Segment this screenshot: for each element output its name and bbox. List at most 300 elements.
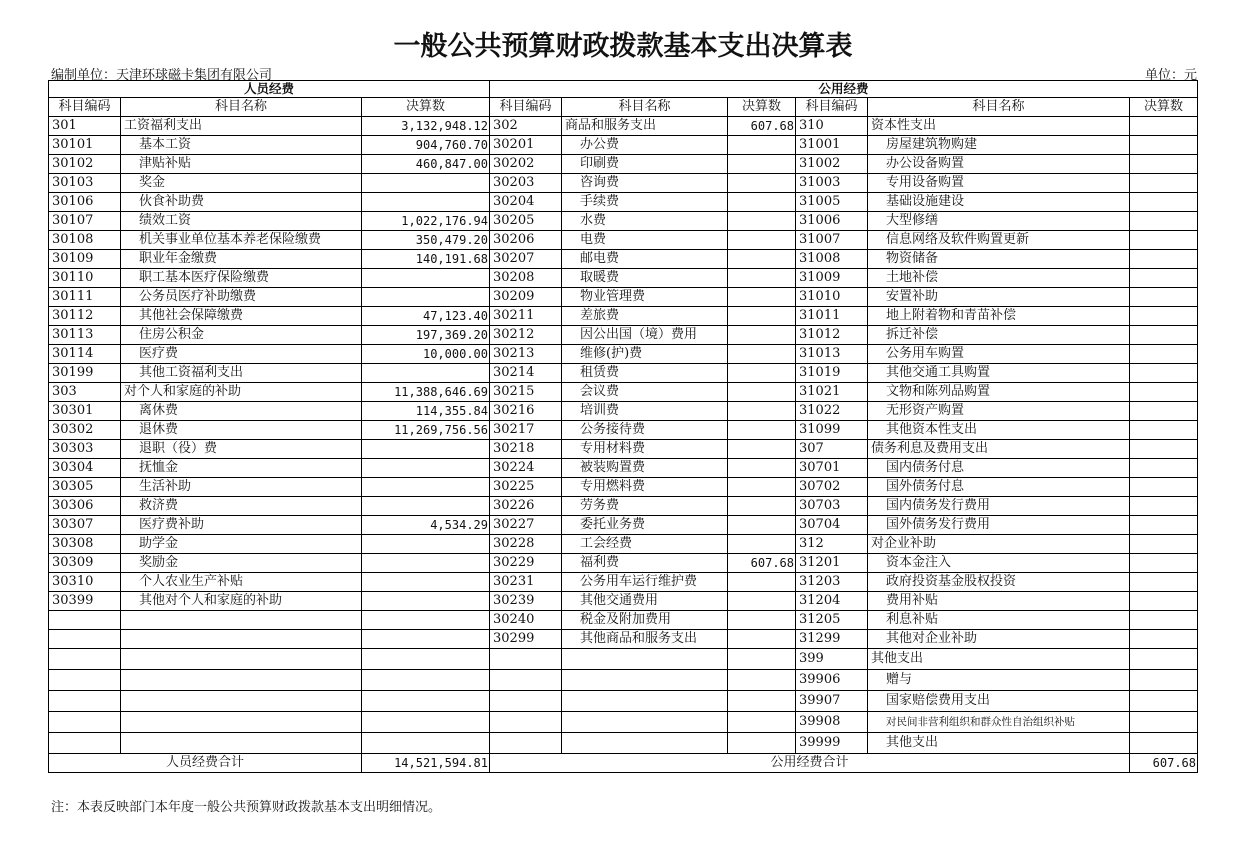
goods-amount	[728, 670, 796, 691]
personnel-amount	[362, 364, 490, 383]
capital-code: 39908	[796, 712, 868, 733]
capital-name: 赠与	[868, 670, 1130, 691]
capital-code: 31003	[796, 174, 868, 193]
table-row	[49, 459, 1198, 478]
goods-name: 取暖费	[562, 269, 728, 288]
goods-code: 30224	[490, 459, 562, 478]
goods-name: 会议费	[562, 383, 728, 402]
personnel-amount	[362, 497, 490, 516]
capital-code: 31002	[796, 155, 868, 174]
goods-code: 30239	[490, 592, 562, 611]
table-row	[49, 364, 1198, 383]
personnel-amount	[362, 269, 490, 288]
goods-name	[562, 733, 728, 754]
goods-amount	[728, 364, 796, 383]
capital-code: 31205	[796, 611, 868, 630]
personnel-name	[121, 712, 362, 733]
capital-amount	[1130, 117, 1198, 136]
personnel-code: 30102	[49, 155, 121, 174]
capital-name: 国内债务发行费用	[868, 497, 1130, 516]
capital-code: 31022	[796, 402, 868, 421]
goods-amount	[728, 307, 796, 326]
personnel-code: 30302	[49, 421, 121, 440]
personnel-amount	[362, 440, 490, 459]
goods-amount	[728, 611, 796, 630]
capital-amount	[1130, 174, 1198, 193]
goods-amount	[728, 459, 796, 478]
table-row	[49, 592, 1198, 611]
personnel-amount: 10,000.00	[362, 345, 490, 364]
personnel-amount	[362, 691, 490, 712]
goods-code: 30240	[490, 611, 562, 630]
goods-code: 30225	[490, 478, 562, 497]
personnel-name	[121, 691, 362, 712]
capital-code: 31012	[796, 326, 868, 345]
table-row	[49, 535, 1198, 554]
personnel-name: 工资福利支出	[121, 117, 362, 136]
capital-amount	[1130, 592, 1198, 611]
capital-name: 债务利息及费用支出	[868, 440, 1130, 459]
capital-name: 资本性支出	[868, 117, 1130, 136]
personnel-name: 助学金	[121, 535, 362, 554]
personnel-code: 30301	[49, 402, 121, 421]
personnel-name	[121, 611, 362, 630]
personnel-name: 奖金	[121, 174, 362, 193]
capital-code: 30704	[796, 516, 868, 535]
table-row	[49, 497, 1198, 516]
table-row	[49, 288, 1198, 307]
personnel-amount: 11,269,756.56	[362, 421, 490, 440]
capital-name: 安置补助	[868, 288, 1130, 307]
goods-name: 公务接待费	[562, 421, 728, 440]
goods-name: 委托业务费	[562, 516, 728, 535]
capital-amount	[1130, 649, 1198, 670]
goods-code	[490, 712, 562, 733]
capital-code: 31201	[796, 554, 868, 573]
table-row	[49, 478, 1198, 497]
header-amount: 决算数	[362, 98, 490, 117]
personnel-amount	[362, 554, 490, 573]
capital-name: 对民间非营利组织和群众性自治组织补贴	[868, 712, 1130, 733]
personnel-code: 301	[49, 117, 121, 136]
personnel-total-value: 14,521,594.81	[362, 754, 490, 773]
personnel-name: 住房公积金	[121, 326, 362, 345]
capital-name: 国家赔偿费用支出	[868, 691, 1130, 712]
table-row	[49, 733, 1198, 754]
goods-amount	[728, 691, 796, 712]
personnel-code: 30304	[49, 459, 121, 478]
personnel-name: 基本工资	[121, 136, 362, 155]
personnel-amount	[362, 712, 490, 733]
goods-name: 培训费	[562, 402, 728, 421]
personnel-amount: 460,847.00	[362, 155, 490, 174]
capital-code: 399	[796, 649, 868, 670]
personnel-code: 30106	[49, 193, 121, 212]
capital-code: 31021	[796, 383, 868, 402]
goods-name	[562, 712, 728, 733]
personnel-code: 303	[49, 383, 121, 402]
capital-name: 国内债务付息	[868, 459, 1130, 478]
personnel-name: 公务员医疗补助缴费	[121, 288, 362, 307]
expenditure-table	[48, 80, 1198, 773]
capital-code: 312	[796, 535, 868, 554]
goods-name: 其他商品和服务支出	[562, 630, 728, 649]
capital-name: 信息网络及软件购置更新	[868, 231, 1130, 250]
goods-amount	[728, 573, 796, 592]
table-row	[49, 573, 1198, 592]
public-total-value: 607.68	[1130, 754, 1198, 773]
capital-code: 31001	[796, 136, 868, 155]
personnel-name: 其他社会保障缴费	[121, 307, 362, 326]
capital-amount	[1130, 364, 1198, 383]
goods-code: 30203	[490, 174, 562, 193]
personnel-amount	[362, 670, 490, 691]
capital-amount	[1130, 535, 1198, 554]
goods-name	[562, 649, 728, 670]
capital-code: 31299	[796, 630, 868, 649]
goods-code: 30212	[490, 326, 562, 345]
capital-name: 文物和陈列品购置	[868, 383, 1130, 402]
capital-amount	[1130, 630, 1198, 649]
personnel-code: 30113	[49, 326, 121, 345]
goods-name: 办公费	[562, 136, 728, 155]
goods-code: 30214	[490, 364, 562, 383]
personnel-name: 伙食补助费	[121, 193, 362, 212]
personnel-name: 其他工资福利支出	[121, 364, 362, 383]
capital-name: 资本金注入	[868, 554, 1130, 573]
capital-name: 房屋建筑物购建	[868, 136, 1130, 155]
header-name: 科目名称	[121, 98, 362, 117]
personnel-code: 30114	[49, 345, 121, 364]
capital-amount	[1130, 516, 1198, 535]
personnel-name: 职业年金缴费	[121, 250, 362, 269]
capital-name: 其他支出	[868, 649, 1130, 670]
personnel-name: 生活补助	[121, 478, 362, 497]
page-title: 一般公共预算财政拨款基本支出决算表	[393, 31, 853, 62]
goods-name: 水费	[562, 212, 728, 231]
capital-amount	[1130, 307, 1198, 326]
section-public: 公用经费	[490, 81, 1198, 98]
personnel-code: 30305	[49, 478, 121, 497]
personnel-code	[49, 733, 121, 754]
goods-code: 30207	[490, 250, 562, 269]
capital-amount	[1130, 250, 1198, 269]
compiler-unit: 编制单位：天津环球磁卡集团有限公司	[51, 68, 273, 83]
personnel-code: 30110	[49, 269, 121, 288]
goods-amount	[728, 212, 796, 231]
table-row	[49, 630, 1198, 649]
goods-amount	[728, 649, 796, 670]
goods-name: 差旅费	[562, 307, 728, 326]
column-header-row	[49, 98, 1198, 117]
personnel-name: 医疗费补助	[121, 516, 362, 535]
table-row	[49, 670, 1198, 691]
capital-code: 31006	[796, 212, 868, 231]
capital-amount	[1130, 733, 1198, 754]
table-row	[49, 212, 1198, 231]
capital-name: 其他资本性支出	[868, 421, 1130, 440]
personnel-name: 抚恤金	[121, 459, 362, 478]
personnel-amount	[362, 535, 490, 554]
goods-name: 其他交通费用	[562, 592, 728, 611]
personnel-amount: 114,355.84	[362, 402, 490, 421]
personnel-total-label: 人员经费合计	[49, 754, 362, 773]
capital-amount	[1130, 136, 1198, 155]
table-row	[49, 421, 1198, 440]
goods-name: 商品和服务支出	[562, 117, 728, 136]
header-code: 科目编码	[490, 98, 562, 117]
personnel-code: 30111	[49, 288, 121, 307]
section-header-row	[49, 81, 1198, 98]
personnel-amount	[362, 733, 490, 754]
goods-name: 被装购置费	[562, 459, 728, 478]
personnel-amount	[362, 193, 490, 212]
goods-code: 30217	[490, 421, 562, 440]
goods-amount: 607.68	[728, 554, 796, 573]
table-row	[49, 402, 1198, 421]
goods-name: 福利费	[562, 554, 728, 573]
table-row	[49, 611, 1198, 630]
personnel-code	[49, 712, 121, 733]
personnel-name: 个人农业生产补贴	[121, 573, 362, 592]
capital-name: 无形资产购置	[868, 402, 1130, 421]
goods-code: 30299	[490, 630, 562, 649]
personnel-code: 30310	[49, 573, 121, 592]
goods-amount	[728, 516, 796, 535]
goods-code	[490, 670, 562, 691]
goods-amount	[728, 478, 796, 497]
goods-name	[562, 691, 728, 712]
personnel-amount	[362, 288, 490, 307]
capital-code: 30702	[796, 478, 868, 497]
goods-code: 30216	[490, 402, 562, 421]
capital-name: 国外债务付息	[868, 478, 1130, 497]
header-code: 科目编码	[796, 98, 868, 117]
goods-amount	[728, 345, 796, 364]
goods-name: 工会经费	[562, 535, 728, 554]
personnel-amount	[362, 478, 490, 497]
table-row	[49, 712, 1198, 733]
personnel-name: 机关事业单位基本养老保险缴费	[121, 231, 362, 250]
personnel-name: 离休费	[121, 402, 362, 421]
table-row	[49, 516, 1198, 535]
goods-name: 物业管理费	[562, 288, 728, 307]
capital-code: 30703	[796, 497, 868, 516]
personnel-amount: 904,760.70	[362, 136, 490, 155]
goods-code	[490, 649, 562, 670]
personnel-amount	[362, 611, 490, 630]
capital-amount	[1130, 383, 1198, 402]
personnel-code: 30199	[49, 364, 121, 383]
capital-name: 政府投资基金股权投资	[868, 573, 1130, 592]
goods-name: 印刷费	[562, 155, 728, 174]
personnel-amount	[362, 573, 490, 592]
goods-code: 30218	[490, 440, 562, 459]
personnel-code: 30107	[49, 212, 121, 231]
table-row	[49, 136, 1198, 155]
capital-code: 31007	[796, 231, 868, 250]
personnel-code	[49, 611, 121, 630]
capital-code: 31099	[796, 421, 868, 440]
goods-name: 因公出国（境）费用	[562, 326, 728, 345]
footnote: 注：本表反映部门本年度一般公共预算财政拨款基本支出明细情况。	[51, 800, 442, 815]
personnel-amount: 1,022,176.94	[362, 212, 490, 231]
capital-code: 31010	[796, 288, 868, 307]
personnel-name: 职工基本医疗保险缴费	[121, 269, 362, 288]
personnel-code: 30399	[49, 592, 121, 611]
goods-code: 30229	[490, 554, 562, 573]
goods-name: 咨询费	[562, 174, 728, 193]
goods-code: 30231	[490, 573, 562, 592]
table-row	[49, 117, 1198, 136]
goods-amount	[728, 383, 796, 402]
personnel-name: 对个人和家庭的补助	[121, 383, 362, 402]
table-row	[49, 383, 1198, 402]
goods-name: 专用燃料费	[562, 478, 728, 497]
goods-code: 30211	[490, 307, 562, 326]
personnel-code: 30309	[49, 554, 121, 573]
capital-name: 办公设备购置	[868, 155, 1130, 174]
personnel-code: 30112	[49, 307, 121, 326]
capital-amount	[1130, 155, 1198, 174]
capital-amount	[1130, 231, 1198, 250]
capital-code: 307	[796, 440, 868, 459]
goods-amount	[728, 497, 796, 516]
header-code: 科目编码	[49, 98, 121, 117]
goods-amount	[728, 630, 796, 649]
table-row	[49, 326, 1198, 345]
capital-name: 地上附着物和青苗补偿	[868, 307, 1130, 326]
capital-amount	[1130, 670, 1198, 691]
capital-amount	[1130, 212, 1198, 231]
goods-amount	[728, 174, 796, 193]
table-row	[49, 155, 1198, 174]
goods-amount	[728, 155, 796, 174]
personnel-amount	[362, 174, 490, 193]
goods-amount	[728, 326, 796, 345]
capital-name: 公务用车购置	[868, 345, 1130, 364]
capital-name: 费用补贴	[868, 592, 1130, 611]
goods-name: 税金及附加费用	[562, 611, 728, 630]
capital-amount	[1130, 402, 1198, 421]
capital-code: 31008	[796, 250, 868, 269]
capital-name: 基础设施建设	[868, 193, 1130, 212]
capital-code: 39906	[796, 670, 868, 691]
goods-code: 30209	[490, 288, 562, 307]
capital-code: 31013	[796, 345, 868, 364]
goods-code: 30206	[490, 231, 562, 250]
goods-code: 30213	[490, 345, 562, 364]
goods-amount	[728, 250, 796, 269]
personnel-code: 30306	[49, 497, 121, 516]
capital-code: 31009	[796, 269, 868, 288]
capital-code: 31204	[796, 592, 868, 611]
goods-code: 30228	[490, 535, 562, 554]
header-name: 科目名称	[562, 98, 728, 117]
goods-code: 30204	[490, 193, 562, 212]
goods-amount	[728, 733, 796, 754]
goods-code: 30208	[490, 269, 562, 288]
capital-name: 其他交通工具购置	[868, 364, 1130, 383]
personnel-code: 30109	[49, 250, 121, 269]
personnel-amount	[362, 630, 490, 649]
personnel-name: 救济费	[121, 497, 362, 516]
capital-name: 其他对企业补助	[868, 630, 1130, 649]
goods-code: 30201	[490, 136, 562, 155]
capital-code: 39907	[796, 691, 868, 712]
capital-code: 31203	[796, 573, 868, 592]
capital-code: 30701	[796, 459, 868, 478]
table-row	[49, 231, 1198, 250]
goods-name: 电费	[562, 231, 728, 250]
capital-code: 31005	[796, 193, 868, 212]
capital-code: 39999	[796, 733, 868, 754]
header-name: 科目名称	[868, 98, 1130, 117]
goods-amount	[728, 421, 796, 440]
capital-name: 利息补贴	[868, 611, 1130, 630]
table-row	[49, 250, 1198, 269]
personnel-code	[49, 670, 121, 691]
capital-name: 物资储备	[868, 250, 1130, 269]
goods-name: 劳务费	[562, 497, 728, 516]
goods-code: 30227	[490, 516, 562, 535]
capital-amount	[1130, 193, 1198, 212]
goods-amount	[728, 592, 796, 611]
capital-name: 对企业补助	[868, 535, 1130, 554]
capital-amount	[1130, 573, 1198, 592]
personnel-code: 30308	[49, 535, 121, 554]
capital-code: 31011	[796, 307, 868, 326]
personnel-amount	[362, 459, 490, 478]
goods-amount	[728, 269, 796, 288]
table-row	[49, 307, 1198, 326]
capital-amount	[1130, 421, 1198, 440]
personnel-name	[121, 733, 362, 754]
personnel-name	[121, 649, 362, 670]
goods-code: 30226	[490, 497, 562, 516]
capital-amount	[1130, 326, 1198, 345]
section-personnel: 人员经费	[49, 81, 490, 98]
goods-amount	[728, 288, 796, 307]
personnel-amount: 197,369.20	[362, 326, 490, 345]
goods-amount	[728, 402, 796, 421]
personnel-code	[49, 649, 121, 670]
personnel-amount: 4,534.29	[362, 516, 490, 535]
personnel-code: 30303	[49, 440, 121, 459]
personnel-code	[49, 691, 121, 712]
goods-code	[490, 691, 562, 712]
capital-amount	[1130, 554, 1198, 573]
goods-amount	[728, 193, 796, 212]
currency-unit: 单位：元	[1144, 68, 1197, 83]
capital-amount	[1130, 497, 1198, 516]
goods-code: 30215	[490, 383, 562, 402]
goods-name: 手续费	[562, 193, 728, 212]
capital-amount	[1130, 712, 1198, 733]
capital-amount	[1130, 691, 1198, 712]
goods-name: 租赁费	[562, 364, 728, 383]
table-row	[49, 691, 1198, 712]
capital-name: 其他支出	[868, 733, 1130, 754]
personnel-amount	[362, 592, 490, 611]
personnel-name: 奖励金	[121, 554, 362, 573]
capital-name: 大型修缮	[868, 212, 1130, 231]
personnel-code: 30307	[49, 516, 121, 535]
goods-amount	[728, 535, 796, 554]
goods-name: 邮电费	[562, 250, 728, 269]
capital-name: 土地补偿	[868, 269, 1130, 288]
personnel-amount: 140,191.68	[362, 250, 490, 269]
